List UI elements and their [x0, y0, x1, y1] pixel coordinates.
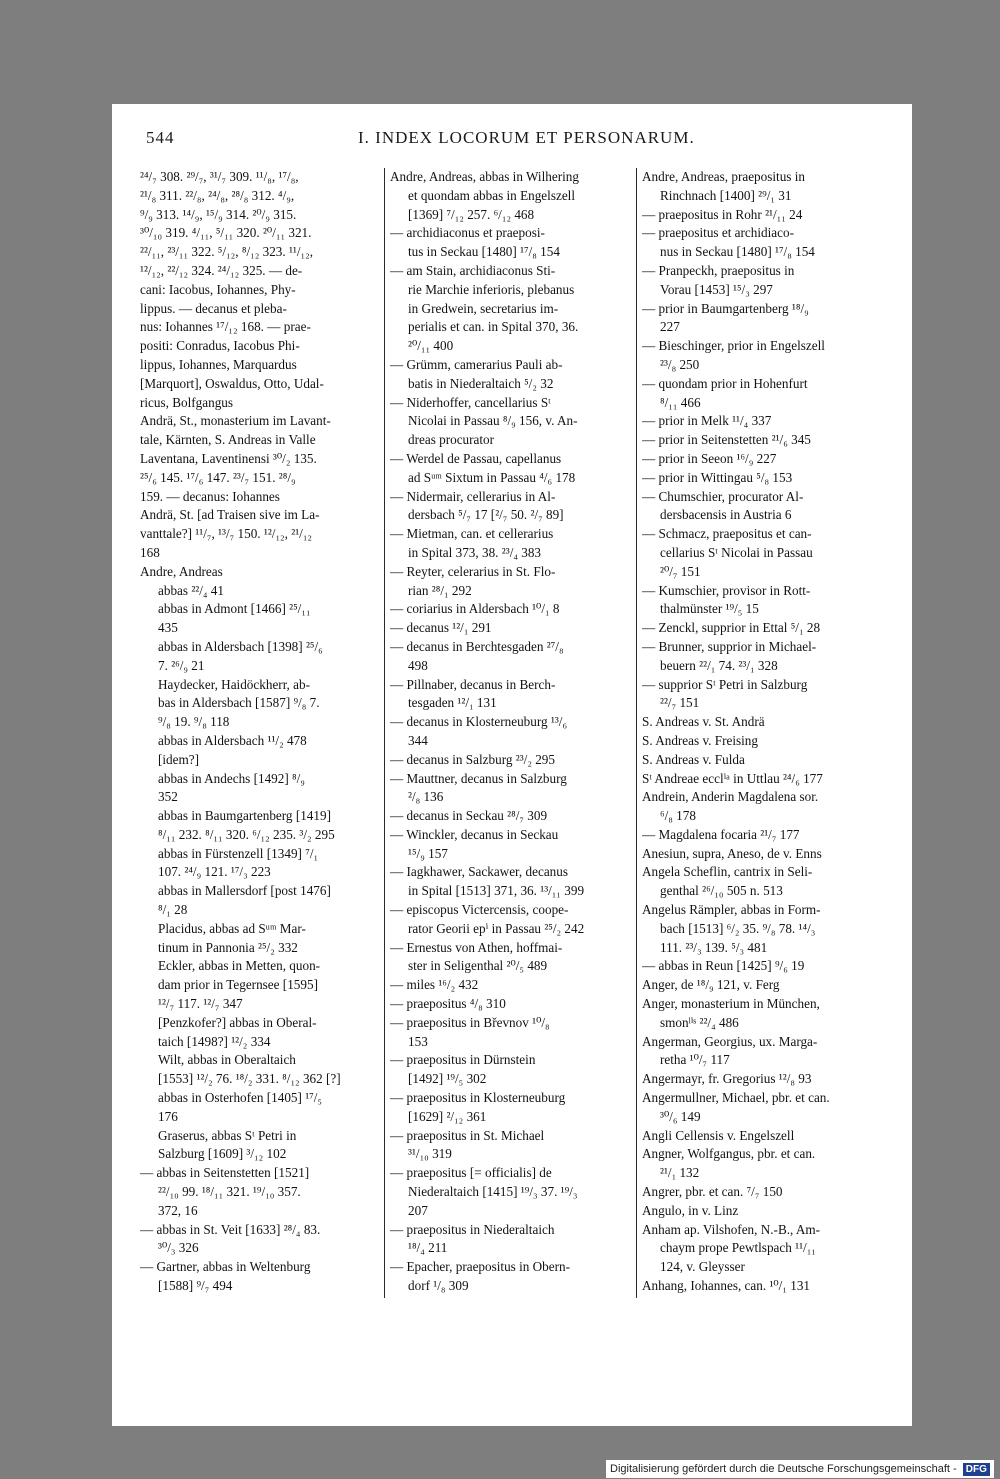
index-entry-line: abbas in Andechs [1492] ⁸/₉ — [158, 770, 305, 786]
index-entry-line: — decanus ¹²/₁ 291 — [390, 620, 492, 636]
index-entry-line: Vorau [1453] ¹⁵/₃ 297 — [660, 281, 773, 297]
index-entry-line: ¹⁵/₉ 157 — [408, 845, 448, 861]
index-column-1 — [140, 168, 378, 1296]
index-entry-line: ⁹/₈ 19. ⁹/₈ 118 — [158, 714, 230, 730]
index-entry-line: Andre, Andreas — [140, 563, 223, 579]
digitization-credit — [606, 1460, 994, 1478]
index-entry-line: — abbas in Seitenstetten [1521] — [140, 1165, 310, 1181]
index-entry-line: vanttale?] ¹¹/₇, ¹³/₇ 150. ¹²/₁₂, ²¹/₁₂ — [140, 526, 313, 542]
index-entry-line: nus: Iohannes ¹⁷/₁₂ 168. — prae- — [140, 319, 311, 335]
index-entry-line: 107. ²⁴/₉ 121. ¹⁷/₃ 223 — [158, 864, 271, 880]
index-entry-line: Angerman, Georgius, ux. Marga- — [642, 1033, 818, 1049]
index-entry-line: — abbas in Reun [1425] ⁹/₆ 19 — [642, 958, 805, 974]
index-entry-line: smonˡⁱˢ ²²/₄ 486 — [660, 1014, 739, 1030]
index-entry-line: — Niderhoffer, cancellarius Sᵗ — [390, 394, 551, 410]
index-entry-line: abbas ²²/₄ 41 — [158, 582, 224, 598]
index-entry-line: ²²/₇ 151 — [660, 695, 700, 711]
index-entry-line: nus in Seckau [1480] ¹⁷/₈ 154 — [660, 244, 815, 260]
index-entry-line: — Epacher, praepositus in Obern- — [390, 1259, 571, 1275]
index-entry-line: — Reyter, celerarius in St. Flo- — [390, 563, 556, 579]
index-entry-line: [1553] ¹²/₂ 76. ¹⁸/₂ 331. ⁸/₁₂ 362 [?] — [158, 1071, 341, 1087]
index-entry-line: Haydecker, Haidöckherr, ab- — [158, 676, 310, 692]
index-entry-line: ²⁵/₆ 145. ¹⁷/₆ 147. ²³/₇ 151. ²⁸/₉ — [140, 469, 296, 485]
index-entry-line: rator Georii epⁱ in Passau ²⁵/₂ 242 — [408, 920, 585, 936]
index-entry-line: — Gartner, abbas in Weltenburg — [140, 1259, 311, 1275]
index-entry-line: [Marquort], Oswaldus, Otto, Udal- — [140, 375, 324, 391]
index-entry-line: cellarius Sᵗ Nicolai in Passau — [660, 544, 813, 560]
index-entry-line: 153 — [408, 1033, 428, 1049]
index-entry-line: 435 — [158, 620, 178, 636]
index-entry-line: ricus, Bolfgangus — [140, 394, 234, 410]
index-entry-line: cani: Iacobus, Iohannes, Phy- — [140, 281, 296, 297]
index-entry-line: 207 — [408, 1202, 428, 1218]
index-entry-line: 344 — [408, 732, 428, 748]
index-entry-line: abbas in Admont [1466] ²⁵/₁₁ — [158, 601, 311, 617]
index-entry-line: ⁶/₈ 178 — [660, 808, 696, 824]
index-entry-line: — prior in Wittingau ⁵/₈ 153 — [642, 469, 793, 485]
index-entry-line: ²²/₁₀ 99. ¹⁸/₁₁ 321. ¹⁹/₁₀ 357. — [158, 1184, 301, 1200]
index-entry-line: Laventana, Laventinensi ³⁰/₂ 135. — [140, 450, 317, 466]
index-entry-line: — supprior Sᵗ Petri in Salzburg — [642, 676, 808, 692]
index-entry-line: abbas in Mallersdorf [post 1476] — [158, 883, 331, 899]
index-entry-line: — Werdel de Passau, capellanus — [390, 450, 562, 466]
index-entry-line: Andrä, St., monasterium im Lavant- — [140, 413, 331, 429]
index-entry-line: taich [1498?] ¹²/₂ 334 — [158, 1033, 271, 1049]
index-entry-line: ²²/₁₁, ²³/₁₁ 322. ⁵/₁₂, ⁸/₁₂ 323. ¹¹/₁₂, — [140, 244, 314, 260]
credit-text: Digitalisierung gefördert durch die Deutsche Forschungsgemeinschaft - — [610, 1463, 957, 1475]
index-entry-line: ³¹/₁₀ 319 — [408, 1146, 452, 1162]
index-entry-line: [Penzkofer?] abbas in Oberal- — [158, 1014, 317, 1030]
page-number: 544 — [146, 128, 175, 147]
index-entry-line: — prior in Baumgartenberg ¹⁸/₉ — [642, 300, 809, 316]
index-entry-line: batis in Niederaltaich ⁵/₂ 32 — [408, 375, 554, 391]
index-entry-line: — Mauttner, decanus in Salzburg — [390, 770, 567, 786]
index-entry-line: — Pillnaber, decanus in Berch- — [390, 676, 556, 692]
index-entry-line: ⁸/₁₁ 466 — [660, 394, 701, 410]
index-entry-line: — Winckler, decanus in Seckau — [390, 826, 559, 842]
index-entry-line: ³⁰/₃ 326 — [158, 1240, 199, 1256]
index-entry-line: et quondam abbas in Engelszell — [408, 187, 575, 203]
index-entry-line: Andrä, St. [ad Traisen sive im La- — [140, 507, 320, 523]
index-entry-line: Angulo, in v. Linz — [642, 1202, 739, 1218]
index-entry-line: — praepositus in Niederaltaich — [390, 1221, 555, 1237]
index-entry-line: S. Andreas v. Fulda — [642, 751, 745, 767]
index-entry-line: beuern ²²/₁ 74. ²³/₁ 328 — [660, 657, 778, 673]
index-entry-line: ³⁰/₁₀ 319. ⁴/₁₁, ⁵/₁₁ 320. ²⁰/₁₁ 321. — [140, 225, 312, 241]
index-entry-line: — Nidermair, cellerarius in Al- — [390, 488, 556, 504]
running-title: I. INDEX LOCORUM ET PERSONARUM. — [358, 128, 695, 147]
index-entry-line: Anham ap. Vilshofen, N.-B., Am- — [642, 1221, 821, 1237]
index-entry-line: — Magdalena focaria ²¹/₇ 177 — [642, 826, 800, 842]
column-divider-right — [636, 168, 637, 1298]
index-entry-line: ster in Seligenthal ²⁰/₅ 489 — [408, 958, 548, 974]
index-entry-line: — Zenckl, supprior in Ettal ⁵/₁ 28 — [642, 620, 821, 636]
index-entry-line: 227 — [660, 319, 680, 335]
index-entry-line: Anger, monasterium in München, — [642, 996, 820, 1012]
index-entry-line: — abbas in St. Veit [1633] ²⁸/₄ 83. — [140, 1221, 321, 1237]
index-entry-line: Andrein, Anderin Magdalena sor. — [642, 789, 819, 805]
index-entry-line: bas in Aldersbach [1587] ⁹/₈ 7. — [158, 695, 320, 711]
index-entry-line: in Gredwein, secretarius im- — [408, 300, 559, 316]
index-entry-line: — archidiaconus et praeposi- — [390, 225, 545, 241]
index-entry-line: lippus, Iohannes, Marquardus — [140, 356, 297, 372]
index-entry-line: ²³/₈ 250 — [660, 356, 700, 372]
index-entry-line: ⁹/₉ 313. ¹⁴/₉, ¹⁵/₉ 314. ²⁰/₉ 315. — [140, 206, 297, 222]
index-entry-line: — Pranpeckh, praepositus in — [642, 262, 795, 278]
index-entry-line: perialis et can. in Spital 370, 36. — [408, 319, 579, 335]
index-entry-line: — praepositus in Klosterneuburg — [390, 1090, 566, 1106]
index-entry-line: 498 — [408, 657, 428, 673]
index-entry-line: — praepositus [= officialis] de — [390, 1165, 552, 1181]
index-entry-line: — Grümm, camerarius Pauli ab- — [390, 356, 563, 372]
index-entry-line: Angner, Wolfgangus, pbr. et can. — [642, 1146, 816, 1162]
index-entry-line: Eckler, abbas in Metten, quon- — [158, 958, 321, 974]
index-entry-line: — am Stain, archidiaconus Sti- — [390, 262, 556, 278]
index-entry-line: tale, Kärnten, S. Andreas in Valle — [140, 432, 316, 448]
index-entry-line: — coriarius in Aldersbach ¹⁰/₁ 8 — [390, 601, 560, 617]
index-entry-line: Anesiun, supra, Aneso, de v. Enns — [642, 845, 822, 861]
column-divider-left — [384, 168, 385, 1298]
index-entry-line: — praepositus in Rohr ²¹/₁₁ 24 — [642, 206, 803, 222]
index-entry-line: 352 — [158, 789, 178, 805]
index-entry-line: positi: Conradus, Iacobus Phi- — [140, 338, 300, 354]
index-entry-line: Salzburg [1609] ³/₁₂ 102 — [158, 1146, 287, 1162]
index-entry-line: — Iagkhawer, Sackawer, decanus — [390, 864, 568, 880]
index-entry-line: abbas in Fürstenzell [1349] ⁷/₁ — [158, 845, 319, 861]
index-entry-line: bach [1513] ⁶/₂ 35. ⁹/₈ 78. ¹⁴/₃ — [660, 920, 816, 936]
index-entry-line: Angrer, pbr. et can. ⁷/₇ 150 — [642, 1184, 783, 1200]
index-entry-line: — Schmacz, praepositus et can- — [642, 526, 812, 542]
index-entry-line: S. Andreas v. St. Andrä — [642, 714, 765, 730]
index-entry-line: — Chumschier, procurator Al- — [642, 488, 804, 504]
index-entry-line: ⁸/₁₁ 232. ⁸/₁₁ 320. ⁶/₁₂ 235. ³/₂ 295 — [158, 826, 335, 842]
index-entry-line: [1588] ⁹/₇ 494 — [158, 1278, 233, 1294]
index-entry-line: genthal ²⁶/₁₀ 505 n. 513 — [660, 883, 783, 899]
index-entry-line: in Spital 373, 38. ²³/₄ 383 — [408, 544, 542, 560]
index-entry-line: ⁸/₁ 28 — [158, 902, 188, 918]
index-entry-line: Angermullner, Michael, pbr. et can. — [642, 1090, 830, 1106]
index-entry-line: — Ernestus von Athen, hoffmai- — [390, 939, 563, 955]
index-entry-line: lippus. — decanus et pleba- — [140, 300, 287, 316]
index-entry-line: — prior in Seeon ¹⁶/₉ 227 — [642, 450, 777, 466]
index-entry-line: ²⁰/₁₁ 400 — [408, 338, 454, 354]
index-entry-line: — Brunner, supprior in Michael- — [642, 638, 817, 654]
index-entry-line: Angelus Rämpler, abbas in Form- — [642, 902, 821, 918]
index-entry-line: ad Sᵘᵐ Sixtum in Passau ⁴/₆ 178 — [408, 469, 576, 485]
index-entry-line: Anhang, Iohannes, can. ¹⁰/₁ 131 — [642, 1278, 811, 1294]
index-entry-line: Rinchnach [1400] ²⁹/₁ 31 — [660, 187, 792, 203]
dfg-logo: DFG — [963, 1463, 990, 1476]
index-entry-line: ²⁰/₇ 151 — [660, 563, 701, 579]
index-entry-line: Andre, Andreas, abbas in Wilhering — [390, 169, 579, 184]
index-column-3 — [642, 168, 886, 1296]
index-entry-line: abbas in Aldersbach ¹¹/₂ 478 — [158, 732, 307, 748]
index-entry-line: — quondam prior in Hohenfurt — [642, 375, 808, 391]
index-entry-line: — praepositus in Dürnstein — [390, 1052, 536, 1068]
index-entry-line: ²¹/₈ 311. ²²/₈, ²⁴/₈, ²⁸/₈ 312. ⁴/₉, — [140, 187, 295, 203]
index-entry-line: dersbacensis in Austria 6 — [660, 507, 792, 523]
index-entry-line: chaym prope Pewtlspach ¹¹/₁₁ — [660, 1240, 816, 1256]
index-entry-line: — Mietman, can. et cellerarius — [390, 526, 554, 542]
index-entry-line: rie Marchie inferioris, plebanus — [408, 281, 575, 297]
index-entry-line: — decanus in Klosterneuburg ¹³/₆ — [390, 714, 568, 730]
index-entry-line: Sᵗ Andreae ecclⁱᵃ in Uttlau ²⁴/₆ 177 — [642, 770, 823, 786]
index-column-2 — [390, 168, 630, 1296]
index-entry-line: [1629] ²/₁₂ 361 — [408, 1108, 487, 1124]
index-entry-line: — miles ¹⁶/₂ 432 — [390, 977, 479, 993]
index-entry-line: ¹²/₁₂, ²²/₁₂ 324. ²⁴/₁₂ 325. — de- — [140, 262, 303, 278]
index-entry-line: tinum in Pannonia ²⁵/₂ 332 — [158, 939, 298, 955]
index-entry-line: 372, 16 — [158, 1202, 198, 1218]
index-entry-line: Wilt, abbas in Oberaltaich — [158, 1052, 296, 1068]
index-entry-line: dam prior in Tegernsee [1595] — [158, 977, 318, 993]
index-entry-line: rian ²⁸/₁ 292 — [408, 582, 472, 598]
index-entry-line: Andre, Andreas, praepositus in — [642, 169, 805, 184]
index-entry-line: Placidus, abbas ad Sᵘᵐ Mar- — [158, 920, 306, 936]
index-entry-line: ¹²/₇ 117. ¹²/₇ 347 — [158, 996, 243, 1012]
index-entry-line: thalmünster ¹⁹/₅ 15 — [660, 601, 759, 617]
index-entry-line: retha ¹⁰/₇ 117 — [660, 1052, 730, 1068]
index-entry-line: tesgaden ¹²/₁ 131 — [408, 695, 497, 711]
index-entry-line: [idem?] — [158, 751, 200, 767]
index-entry-line: Angli Cellensis v. Engelszell — [642, 1127, 795, 1143]
index-entry-line: dorf ¹/₈ 309 — [408, 1278, 469, 1294]
index-entry-line: ²¹/₁ 132 — [660, 1165, 700, 1181]
index-entry-line: Angermayr, fr. Gregorius ¹²/₈ 93 — [642, 1071, 812, 1087]
index-entry-line: in Spital [1513] 371, 36. ¹³/₁₁ 399 — [408, 883, 585, 899]
index-entry-line: — decanus in Salzburg ²³/₂ 295 — [390, 751, 555, 767]
index-entry-line: abbas in Aldersbach [1398] ²⁵/₆ — [158, 638, 323, 654]
index-entry-line: Graserus, abbas Sᵗ Petri in — [158, 1127, 297, 1143]
index-entry-line: — decanus in Seckau ²⁸/₇ 309 — [390, 808, 548, 824]
index-entry-line: — prior in Seitenstetten ²¹/₆ 345 — [642, 432, 811, 448]
index-entry-line: [1492] ¹⁹/₅ 302 — [408, 1071, 487, 1087]
index-entry-line: dreas procurator — [408, 432, 495, 448]
index-entry-line: ²⁴/₇ 308. ²⁹/₇, ³¹/₇ 309. ¹¹/₈, ¹⁷/₈, — [140, 169, 299, 184]
index-entry-line: 176 — [158, 1108, 178, 1124]
index-entry-line: 168 — [140, 544, 160, 560]
index-entry-line: ¹⁸/₄ 211 — [408, 1240, 448, 1256]
index-entry-line: ³⁰/₆ 149 — [660, 1108, 701, 1124]
index-entry-line: 7. ²⁶/₉ 21 — [158, 657, 205, 673]
index-entry-line: — Kumschier, provisor in Rott- — [642, 582, 811, 598]
index-entry-line: [1369] ⁷/₁₂ 257. ⁶/₁₂ 468 — [408, 206, 535, 222]
index-entry-line: Nicolai in Passau ⁸/₉ 156, v. An- — [408, 413, 578, 429]
index-entry-line: abbas in Baumgartenberg [1419] — [158, 808, 331, 824]
index-entry-line: — praepositus et archidiaco- — [642, 225, 794, 241]
index-entry-line: ²/₈ 136 — [408, 789, 444, 805]
index-entry-line: Anger, de ¹⁸/₉ 121, v. Ferg — [642, 977, 780, 993]
index-entry-line: — decanus in Berchtesgaden ²⁷/₈ — [390, 638, 564, 654]
index-entry-line: — praepositus in St. Michael — [390, 1127, 545, 1143]
index-entry-line: — praepositus ⁴/₈ 310 — [390, 996, 506, 1012]
index-entry-line: — prior in Melk ¹¹/₄ 337 — [642, 413, 772, 429]
index-entry-line: — praepositus in Břevnov ¹⁰/₈ — [390, 1014, 550, 1030]
index-entry-line: tus in Seckau [1480] ¹⁷/₈ 154 — [408, 244, 560, 260]
index-entry-line: Niederaltaich [1415] ¹⁹/₃ 37. ¹⁹/₃ — [408, 1184, 578, 1200]
index-entry-line: — episcopus Victercensis, coope- — [390, 902, 569, 918]
index-entry-line: Angela Scheflin, cantrix in Seli- — [642, 864, 813, 880]
index-entry-line: S. Andreas v. Freising — [642, 732, 758, 748]
index-entry-line: 111. ²³/₃ 139. ⁵/₃ 481 — [660, 939, 768, 955]
index-entry-line: abbas in Osterhofen [1405] ¹⁷/₅ — [158, 1090, 323, 1106]
page-header — [146, 128, 886, 152]
index-entry-line: 124, v. Gleysser — [660, 1259, 745, 1275]
index-entry-line: — Bieschinger, prior in Engelszell — [642, 338, 825, 354]
index-entry-line: dersbach ⁵/₇ 17 [²/₇ 50. ²/₇ 89] — [408, 507, 564, 523]
index-entry-line: 159. — decanus: Iohannes — [140, 488, 280, 504]
